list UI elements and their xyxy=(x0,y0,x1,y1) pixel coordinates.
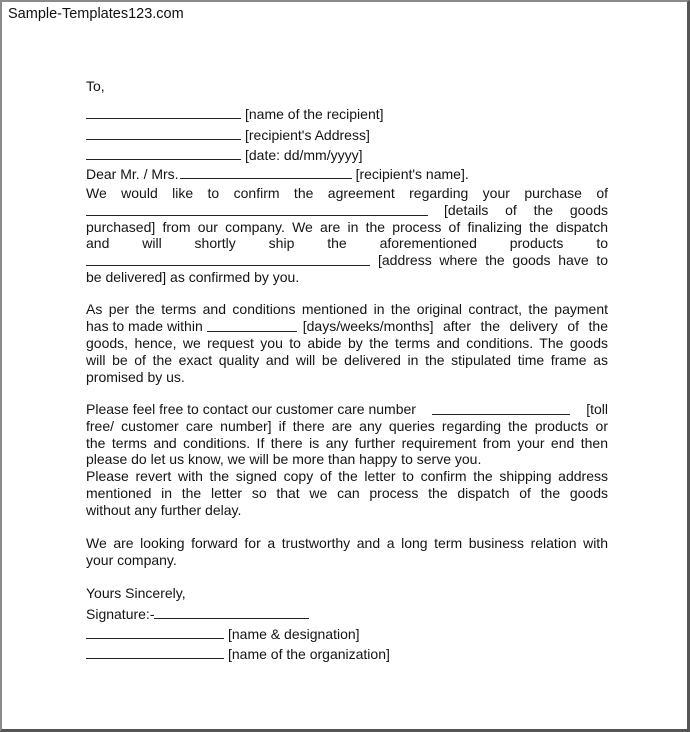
paragraph-1-line: purchased] from our company. We are in the process of finalizing the dispatch xyxy=(86,219,608,235)
signature-label: Signature:- xyxy=(86,606,155,622)
blank-field xyxy=(86,645,224,659)
paragraph-2-line: promised by us. xyxy=(86,369,185,385)
blank-field xyxy=(180,165,352,179)
closing: Yours Sincerely, xyxy=(86,585,186,601)
blank-field xyxy=(86,126,241,140)
paragraph-3-line: the terms and conditions. If there is any further requirement from your end then xyxy=(86,435,608,451)
signature-blank xyxy=(154,605,309,619)
field-label: [name & designation] xyxy=(228,626,360,642)
paragraph-1-line xyxy=(86,202,608,219)
blank-field xyxy=(86,625,224,639)
address-line-recipient-address xyxy=(86,126,370,144)
paragraph-3-line: Please revert with the signed copy of the letter to confirm the shipping address xyxy=(86,468,608,484)
dear-prefix: Dear Mr. / Mrs. xyxy=(86,166,179,182)
watermark-site-name: Sample-Templates123.com xyxy=(8,6,184,22)
paragraph-2-line xyxy=(86,318,608,335)
paragraph-1-line: We would like to confirm the agreement regarding your purchase of xyxy=(86,185,608,201)
paragraph-4-line: We are looking forward for a trustworthy and a long term business relation with xyxy=(86,535,608,551)
blank-field xyxy=(86,105,241,119)
blank-field xyxy=(207,318,297,332)
paragraph-3-line: free/ customer care number] if there are any queries regarding the products or xyxy=(86,418,608,434)
blank-field xyxy=(86,146,241,160)
field-label: [toll xyxy=(586,401,608,417)
paragraph-2-line: will be of the exact quality and will be delivered in the stipulated time frame as xyxy=(86,352,608,368)
paragraph-3-line: please do let us know, we will be more than happy to serve you. xyxy=(86,451,482,467)
salutation-to: To, xyxy=(86,78,105,94)
paragraph-3-line xyxy=(86,401,608,418)
paragraph-3-line: without any further delay. xyxy=(86,502,242,518)
field-label: [address where the goods have to xyxy=(378,252,608,268)
field-label: [recipient's name]. xyxy=(355,166,469,182)
dear-line xyxy=(86,165,469,183)
field-label: [name of the organization] xyxy=(228,646,390,662)
address-line-recipient-name xyxy=(86,105,384,123)
blank-field xyxy=(86,202,428,216)
sign-block-organization xyxy=(86,645,390,663)
text-before-blank: has to made within xyxy=(86,318,203,334)
address-line-date xyxy=(86,146,362,164)
paragraph-1-line xyxy=(86,252,608,269)
paragraph-1-line: and will shortly ship the aforementioned products to xyxy=(86,235,608,251)
field-label: [name of the recipient] xyxy=(245,106,384,122)
paragraph-4-line: your company. xyxy=(86,552,177,568)
field-label: [days/weeks/months] after the delivery of the xyxy=(302,318,608,334)
signature-line xyxy=(86,605,309,623)
text-before-blank: Please feel free to contact our customer care number xyxy=(86,401,416,417)
paragraph-2-line: As per the terms and conditions mentioned in the original contract, the payment xyxy=(86,301,608,317)
field-label: [details of the goods xyxy=(444,202,608,218)
paragraph-1-line: be delivered] as confirmed by you. xyxy=(86,269,300,285)
blank-field xyxy=(86,252,370,266)
blank-field xyxy=(432,401,570,415)
paragraph-2-line: goods, hence, we request you to abide by the terms and conditions. The goods xyxy=(86,335,608,351)
field-label: [recipient's Address] xyxy=(245,127,370,143)
field-label: [date: dd/mm/yyyy] xyxy=(245,147,363,163)
paragraph-3-line: mentioned in the letter so that we can process the dispatch of the goods xyxy=(86,485,608,501)
sign-block-designation xyxy=(86,625,360,643)
